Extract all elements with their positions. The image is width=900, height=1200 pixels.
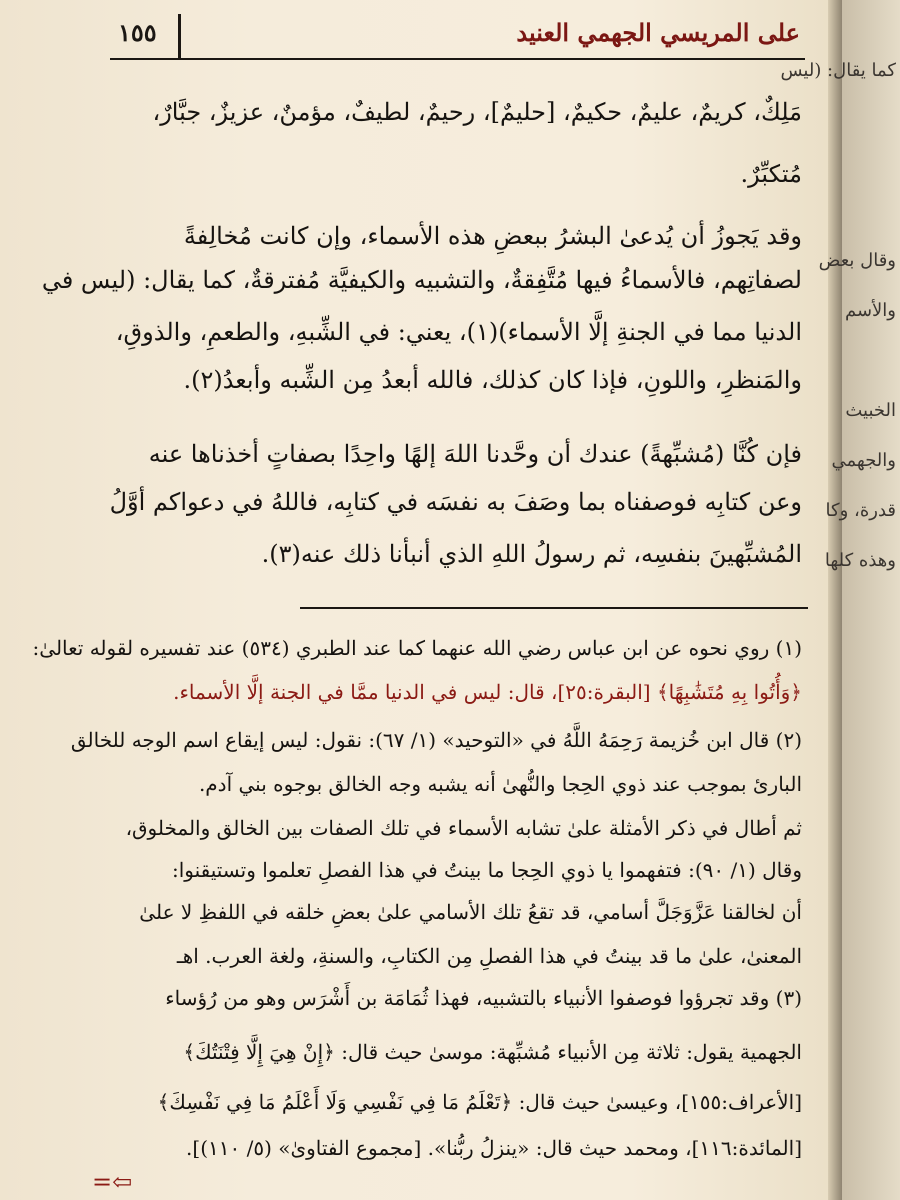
footnote-line: وقال (١/ ٩٠): فتفهموا يا ذوي الحِجا ما بينتُ في هذا الفصلِ تعلموا وتستيقنوا:	[171, 858, 802, 882]
footnote-line: (٣) وقد تجرؤوا فوصفوا الأنبياء بالتشبيه، فهذا ثُمَامَة بن أَشْرَس وهو من رُؤساء	[165, 986, 802, 1010]
body-line: المُشبِّهينَ بنفسِه، ثم رسولُ اللهِ الذي أنبأنا ذلك عنه(٣).	[261, 540, 802, 568]
continuation-arrow-icon: ⇦=	[92, 1168, 133, 1196]
page-number: ١٥٥	[118, 18, 157, 47]
footnote-line: [المائدة:١١٦]، ومحمد حيث قال: «ينزلُ ربُّنا». [مجموع الفتاوىٰ» (٥/ ١١٠)].	[186, 1136, 802, 1160]
footnote-line: المعنىٰ، علىٰ ما قد بينتُ في هذا الفصلِ مِن الكتابِ، والسنةِ، ولغة العرب. اهـ	[176, 944, 802, 968]
body-line: فإن كُنَّا (مُشبِّهةً) عندك أن وحَّدنا اللهَ إلهًا واحِدًا بصفاتٍ أخذناها عنه	[148, 440, 802, 468]
header-divider	[178, 14, 181, 58]
adjacent-page-text: والجهمي	[831, 450, 896, 471]
footnote-line: ثم أطال في ذكر الأمثلة علىٰ تشابه الأسماء في تلك الصفات بين الخالق والمخلوق،	[125, 816, 802, 840]
adjacent-page-text: والأسم	[844, 300, 896, 321]
adjacent-page	[780, 0, 900, 1200]
book-spine	[828, 0, 842, 1200]
adjacent-page-text: وهذه كلها	[824, 550, 896, 571]
footnote-line: ﴿وَأُتُوا بِهِ مُتَشَٰبِهًا﴾ [البقرة:٢٥]، قال: ليس في الدنيا ممَّا في الجنة إلَّا الأسماء.	[173, 680, 802, 704]
adjacent-page-text: كما يقال: (ليس	[780, 60, 896, 81]
footnote-line: (٢) قال ابن خُزيمة رَحِمَهُ اللَّهُ في «التوحيد» (١/ ٦٧): نقول: ليس إيقاع اسم الوجه للخالق	[70, 728, 802, 752]
adjacent-page-text: وقال بعض	[818, 250, 896, 271]
adjacent-page-text: الخبيث	[845, 400, 896, 421]
footnote-line: أن لخالقنا عَزَّوَجَلَّ أسامي، قد تقعُ تلك الأسامي علىٰ بعضِ خلقه في اللفظِ لا علىٰ	[139, 900, 802, 924]
body-line: وعن كتابِه فوصفناه بما وصَفَ به نفسَه في كتابِه، فاللهُ في دعواكم أوَّلُ	[109, 488, 802, 516]
footnote-line: الجهمية يقول: ثلاثة مِن الأنبياء مُشبِّهة: موسىٰ حيث قال: ﴿إِنْ هِيَ إِلَّا فِتْنَتُكَ﴾	[183, 1040, 802, 1064]
footnote-line: البارئ بموجب عند ذوي الحِجا والنُّهىٰ أنه يشبه وجه الخالق بوجوه بني آدم.	[198, 772, 802, 796]
adjacent-page-text: قدرة، وكا	[825, 500, 896, 521]
footnote-line: (١) روي نحوه عن ابن عباس رضي الله عنهما كما عند الطبري (٥٣٤) عند تفسيره لقوله تعالىٰ:	[32, 636, 802, 660]
header-rule	[110, 58, 805, 60]
page-header	[110, 14, 800, 60]
body-line: الدنيا مما في الجنةِ إلَّا الأسماء)(١)، يعني: في الشِّبهِ، والطعمِ، والذوقِ،	[115, 318, 802, 346]
footnote-line: [الأعراف:١٥٥]، وعيسىٰ حيث قال: ﴿تَعْلَمُ مَا فِي نَفْسِي وَلَا أَعْلَمُ مَا فِي نَفْسِكَ﴾	[157, 1090, 802, 1114]
footnote-separator	[300, 607, 808, 609]
running-title: على المريسي الجهمي العنيد	[516, 18, 800, 47]
body-line: والمَنظرِ، واللونِ، فإذا كان كذلك، فالله أبعدُ مِن الشِّبه وأبعدُ(٢).	[183, 366, 802, 394]
body-line: مَلِكٌ، كريمٌ، عليمٌ، حكيمٌ، [حليمٌ]، رحيمٌ، لطيفٌ، مؤمنٌ، عزيزٌ، جبَّارٌ،	[152, 98, 802, 126]
body-line: لصفاتِهم، فالأسماءُ فيها مُتَّفِقةٌ، والتشبيه والكيفيَّة مُفترقةٌ، كما يقال: (ليس في	[41, 266, 802, 294]
body-line: وقد يَجوزُ أن يُدعىٰ البشرُ ببعضِ هذه الأسماء، وإن كانت مُخالِفةً	[183, 222, 802, 250]
body-line: مُتكبِّرٌ.	[740, 160, 802, 188]
